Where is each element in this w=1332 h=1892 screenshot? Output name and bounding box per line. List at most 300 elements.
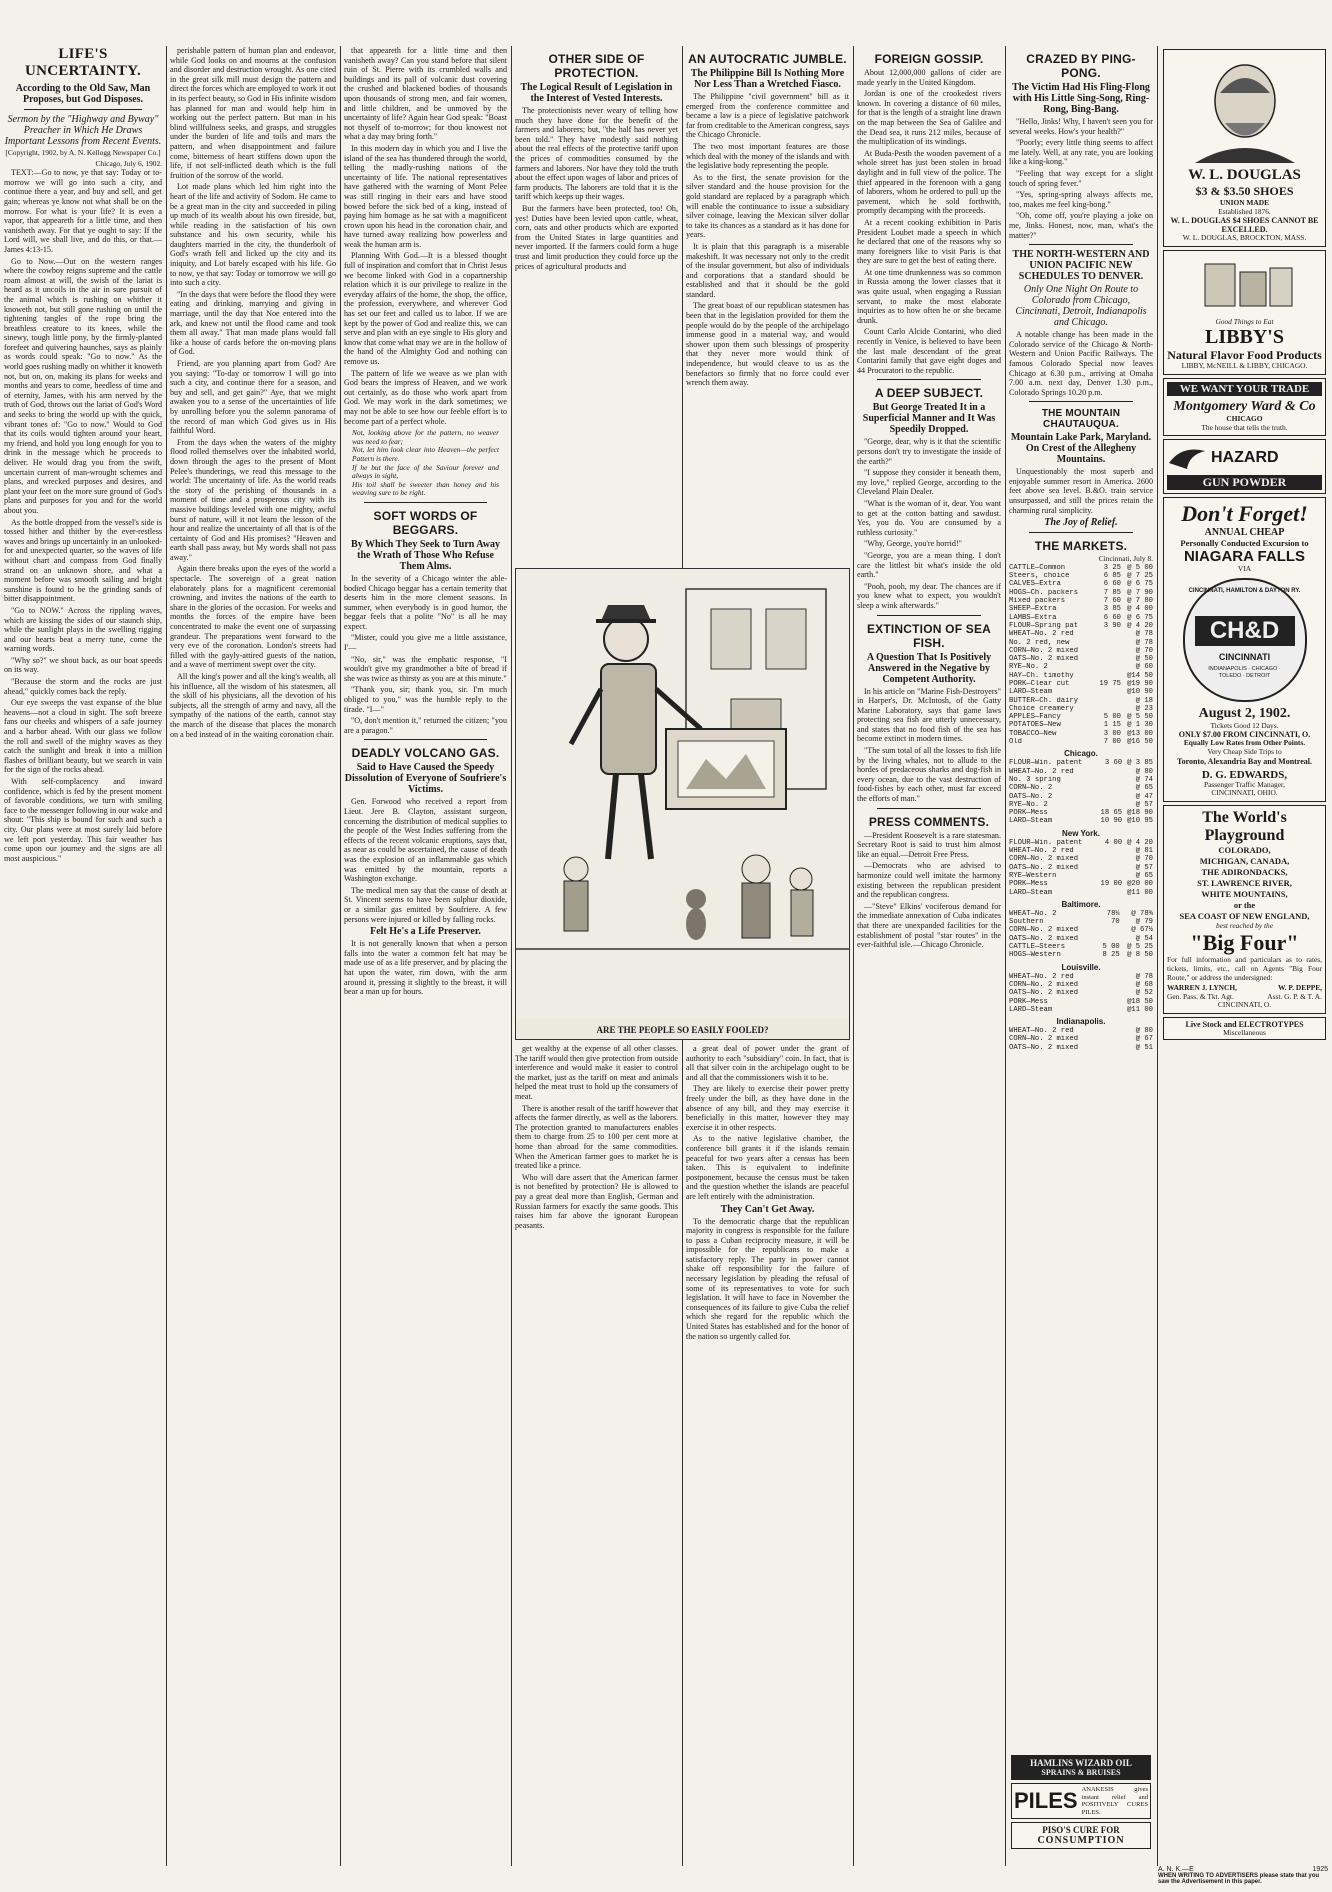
article-title: LIFE'S UNCERTAINTY. bbox=[24, 46, 141, 79]
market-price: @ 4 20 bbox=[1127, 838, 1153, 847]
markets-city: Cincinnati, July 8. bbox=[1098, 554, 1153, 564]
ad-text: Equally Low Rates from Other Points. bbox=[1183, 738, 1306, 748]
market-item: Southern bbox=[1009, 918, 1044, 927]
article-title: THE MOUNTAIN CHAUTAUQUA. bbox=[1041, 408, 1121, 431]
ad-place: WHITE MOUNTAINS, bbox=[1201, 888, 1288, 899]
market-item: No. 2 red, new bbox=[1009, 638, 1070, 647]
market-price bbox=[1096, 793, 1122, 801]
ad-text: Asst. G. P. & T. A. bbox=[1267, 991, 1322, 1001]
market-row bbox=[1009, 768, 1153, 776]
paragraph: "Mister, could you give me a little assistance, I'— bbox=[344, 633, 507, 653]
ad-text: For full information and particulars as to rates, tickets, limits, etc., call on Agents "Big Four Route," or address the undersigned: bbox=[1167, 955, 1322, 982]
market-price: 3 00 bbox=[1103, 729, 1121, 738]
market-item: BUTTER—Ch. dairy bbox=[1009, 696, 1079, 705]
paragraph: They are likely to exercise their power pretty freely under the bill, as they have done in the absence of any bill, and they may exercise it beneficially in this matter, however they may exercise it in other respects. bbox=[686, 1084, 849, 1132]
paragraph: Planning With God.—It is a blessed thought full of inspiration and comfort that in Christ Jesus we become linked with God in a copartnership relation which it is our privilege to realize in the everyday affairs of the home, the shop, the office, the profession, everywhere, and wherever God has set our feet and called us to labor. If we are kept by the power of God and realize this, we can serve and plan with an eye single to His glory and know that come what may we are in the hollow of the hand of the Almighty God and nothing can remove us. bbox=[344, 251, 507, 366]
ad-place: COLORADO, bbox=[1218, 844, 1271, 855]
ad-text: Passenger Traffic Manager, bbox=[1203, 779, 1286, 789]
market-price bbox=[1094, 639, 1121, 647]
big-four-ad bbox=[1163, 805, 1326, 1014]
market-row bbox=[1009, 672, 1153, 680]
markets-table-new-york bbox=[1009, 839, 1153, 897]
column-1 bbox=[4, 46, 162, 1866]
paragraph: "Feeling that way except for a slight touch of spring fever." bbox=[1009, 168, 1153, 188]
ad-title: The World's Playground bbox=[1202, 808, 1287, 844]
paragraph: All the king's power and all the king's wealth, all his influence, all the wisdom of his statesmen, all the skill of his physicians, all the devotion of his subjects, all the strength of army and navy, all the sympathy of the nations of the earth, cannot stay the march of the disease that places the monarch on a bed instead of in the waiting coronation chair. bbox=[170, 672, 336, 739]
ad-city: CHICAGO bbox=[1226, 413, 1263, 423]
ad-subtitle: ANAKESIS gives instant relief and POSITIVELY CURES PILES. bbox=[1081, 1786, 1148, 1816]
ad-places bbox=[1167, 845, 1322, 922]
market-price: @ 23 bbox=[1135, 704, 1153, 713]
article-subtitle: The Victim Had His Fling-Flong with His Little Sing-Song, Ring-Rong, Bing-Bang. bbox=[1012, 82, 1150, 115]
market-item: CORN—No. 2 bbox=[1009, 784, 1053, 793]
paragraph: It is plain that this paragraph is a miserable makeshift. It was necessary not only to the credit of the insular government, but also of individuals and corporations that a standard should be established and that it should be the gold standard. bbox=[686, 241, 849, 299]
article-title: FOREIGN GOSSIP. bbox=[874, 52, 984, 66]
paragraph: perishable pattern of human plan and endeavor, while God looks on and mourns at the confusion and disorder and destruction wrought. As one cited in the great silk mill must design the pattern and direct the forces which are employed to work it out in its perfect beauty, so God in His infinite wisdom has planned for man and would help him in working out the perfect pattern. But man in his blind willfulness seeks, and grasps, and struggles under the burden of life and toils and mars the pattern, and when disappointment and failure come, bitterness of heart stiffens down upon the life, if not self-inflicted death which is the full fruition of the sorrow of the world. bbox=[170, 46, 336, 180]
poem-line: If he but the face of the Saviour forever and always in sight, bbox=[352, 462, 499, 481]
ad-title: PISO'S CURE FOR bbox=[1042, 1825, 1120, 1835]
market-price: 5 00 bbox=[1102, 943, 1120, 952]
market-price bbox=[1096, 872, 1122, 880]
paragraph: "What is the woman of it, dear. You want to get at the cotton batting and sawdust. Yes, you do. You are consumed by a ruthless curiosity." bbox=[857, 498, 1001, 537]
market-price bbox=[1096, 801, 1122, 809]
paragraph: Gen. Forwood who received a report from Lieut. Jere B. Clayton, assistant surgeon, concerning the distribution of medical supplies to the people of the West Indies suffering from the effects of the recent volcanic eruptions, says that, as near as could be ascertained, the cause of death was the explosion of an inflammable gas which was emitted by the mountain, reports a Washington exchange. bbox=[344, 797, 507, 884]
market-price: @ 70 bbox=[1135, 855, 1153, 864]
ad-address: W. L. DOUGLAS, BROCKTON, MASS. bbox=[1182, 233, 1307, 243]
market-row bbox=[1009, 989, 1153, 997]
market-price: @ 79 bbox=[1135, 918, 1153, 927]
market-row bbox=[1009, 793, 1153, 801]
article-subtitle: According to the Old Saw, Man Proposes, but God Disposes. bbox=[15, 83, 151, 105]
article-title: CRAZED BY PING-PONG. bbox=[1026, 52, 1136, 80]
market-price: @ 65 bbox=[1135, 784, 1153, 793]
market-price bbox=[1094, 630, 1121, 638]
market-item: CORN—No. 2 mixed bbox=[1009, 980, 1079, 989]
market-row bbox=[1009, 738, 1153, 746]
poem-line: Not, let him look clear into Heaven—the perfect Pattern is there. bbox=[352, 445, 499, 463]
dateline: Chicago, July 6, 1902. bbox=[95, 158, 162, 168]
article-title: EXTINCTION OF SEA FISH. bbox=[866, 621, 992, 650]
market-price: 6 85 bbox=[1103, 572, 1121, 581]
paragraph: Unquestionably the most superb and enjoyable summer resort in America. 2600 feet above sea level. B.&O. train service unsurpassed, and still the prices retain the charming rural simplicity. bbox=[1009, 467, 1153, 515]
market-item: CORN—No. 2 mixed bbox=[1009, 646, 1079, 655]
paragraph: Count Carlo Alcide Contarini, who died recently in Venice, is believed to have been the last male descendant of the great Contarini family that gave eight doges and 44 Procuratori to the republic. bbox=[857, 327, 1001, 375]
paragraph: A notable change has been made in the Colorado service of the Chicago & North-Western and Union Pacific Railways. The famous Colorado Special now leaves Chicago at 6.30 p.m., arriving at Omaha 7.00 a.m. next day, Denver 1.30 p.m., Colorado Springs 10.20 p.m. bbox=[1009, 330, 1153, 397]
market-row bbox=[1009, 973, 1153, 981]
market-row bbox=[1009, 655, 1153, 663]
markets-table-indianapolis bbox=[1009, 1027, 1153, 1052]
market-item: PORK—Mess bbox=[1009, 997, 1048, 1006]
market-row bbox=[1009, 730, 1153, 738]
markets-city: New York. bbox=[1062, 828, 1100, 838]
market-price bbox=[1096, 855, 1122, 863]
market-item: LAMBS—Extra bbox=[1009, 613, 1057, 622]
market-row bbox=[1009, 705, 1153, 713]
market-row bbox=[1009, 614, 1153, 622]
market-price: @11 00 bbox=[1127, 1005, 1153, 1014]
market-price: @ 3 85 bbox=[1127, 759, 1153, 768]
market-row bbox=[1009, 663, 1153, 671]
ad-agent: D. G. EDWARDS, bbox=[1201, 768, 1288, 781]
market-price: 4 00 bbox=[1104, 838, 1123, 847]
paragraph: As to the first, the senate provision for the silver standard and the house provision for the gold standard are replaced by a paragraph which will enable the continuance to issue a subsidiary silver coinage, leaving the Mexican silver dollar to take its chances as a standard as it has done for years. bbox=[686, 172, 849, 240]
market-item: RYE—No. 2 bbox=[1009, 663, 1048, 672]
market-price: 19 75 bbox=[1099, 680, 1121, 688]
market-item: OATS—No. 2 mixed bbox=[1009, 989, 1079, 998]
market-item: No. 3 spring bbox=[1009, 775, 1061, 784]
market-price: @ 7 90 bbox=[1127, 588, 1153, 597]
niagara-excursion-ad bbox=[1163, 497, 1326, 802]
market-row bbox=[1009, 943, 1153, 951]
market-item: LARD—Steam bbox=[1009, 1005, 1053, 1014]
market-item: CORN—No. 2 mixed bbox=[1009, 926, 1079, 935]
market-row bbox=[1009, 697, 1153, 705]
market-price bbox=[1094, 697, 1121, 705]
paragraph: TEXT:—Go to now, ye that say: Today or to-morrow we will go into such a city, and continue there a year, and buy and sell, and get gain; whereas ye know not what shall be on the morrow. For what is your life? It is even a vapor, that appeareth for a little time, and then vanisheth away. For that ye ought to say: If the Lord will, we shall live, and do this, or that.—James 4:13-15. bbox=[4, 168, 162, 254]
column-rule bbox=[1005, 46, 1006, 1866]
market-row bbox=[1009, 1006, 1153, 1014]
market-price: 70 bbox=[1111, 918, 1120, 927]
markets-title: THE MARKETS. bbox=[1034, 539, 1128, 554]
market-price bbox=[1094, 688, 1121, 696]
ad-title: HAZARD bbox=[1211, 449, 1279, 467]
column-rule bbox=[1157, 46, 1158, 1866]
market-price: @ 5 50 bbox=[1127, 713, 1153, 722]
market-price: @18 90 bbox=[1127, 809, 1153, 818]
ad-text: best reached by the bbox=[1216, 920, 1273, 930]
paragraph: The two most important features are those which deal with the money of the islands and with the legislative body representing the people. bbox=[686, 141, 849, 171]
wizard-oil-ad bbox=[1011, 1755, 1151, 1780]
market-row bbox=[1009, 1044, 1153, 1052]
market-price: 78¼ bbox=[1106, 909, 1120, 918]
market-price: 3 25 bbox=[1103, 563, 1121, 572]
market-price: @ 67 bbox=[1135, 1035, 1153, 1044]
ad-price: $3 & $3.50 SHOES bbox=[1195, 184, 1294, 198]
ad-title: Don't Forget! bbox=[1181, 501, 1308, 527]
market-price: @18 50 bbox=[1127, 997, 1153, 1006]
column-7 bbox=[1009, 46, 1153, 1866]
market-price: @10 90 bbox=[1127, 688, 1153, 697]
paragraph: With self-complacency and inward confidence, which is fed by the present moment of favorable conditions, we turn with smiling face to the messenger following in our wake and shout: "This ship is bound for such and such a city. Our plans were at most surely laid before we left port yesterday. This fair weather has come upon our journey and the signs are all most auspicious." bbox=[4, 777, 162, 863]
paragraph: Who will dare assert that the American farmer is not benefited by protection? He is allowed to pay a great deal more than English, German and Russian farmers for exactly the same goods. This raises him far above the ignorant European peasants. bbox=[515, 1172, 678, 1230]
paragraph: "Why so?" we shout back, as our boat speeds on its way. bbox=[4, 655, 162, 675]
paragraph: At Buda-Pesth the wooden pavement of a whole street has just been stolen in broad daylight and in full view of the police. The thief appeared in the forenoon with a gang of laborers, whom he ordered to pull up the pavement, which he sold forthwith, promptly decamping with the proceeds. bbox=[857, 148, 1001, 216]
paragraph: Again there breaks upon the eyes of the world a spectacle. The sovereign of a great nation elaborately plans for a magnificent ceremonial crowning, and invites the nations of the earth to share in the glories of the occasion. For weeks and months the forces of the empire have been concentrated to make the event one of surpassing grandeur. The preparations went forward to the very eve of the coronation. London's streets had filled with the gayly-attired guests of the nation, and a wave of merriment swept over the city. bbox=[170, 564, 336, 670]
ad-subtitle: UNION MADE bbox=[1219, 198, 1270, 207]
paragraph: As the bottle dropped from the vessel's side is tossed hither and thither by the ever-restless waves and brings up uncertainly in an unlooked-for and unexpected quarter, so the waves of life without chart and compass from God finally strand on an unknown shore, and what a moment before was smooth sailing and bright sunshine is found to be the grinding sands of bitter disappointment. bbox=[4, 517, 162, 604]
chd-logo bbox=[1183, 578, 1307, 702]
market-item: FLOUR—Spring pat bbox=[1009, 621, 1079, 630]
paragraph: "The sum total of all the losses to fish life by the living whales, not to allude to the hordes of predaceous sharks and dog-fish in every ocean, due to the vast destruction of food-fishes by each other, must far exceed the efforts of man." bbox=[857, 746, 1001, 804]
paragraph: "I suppose they consider it beneath them, my love," replied George, according to the Cleveland Plain Dealer. bbox=[857, 468, 1001, 497]
political-cartoon bbox=[515, 568, 850, 1040]
market-price: @16 50 bbox=[1127, 738, 1153, 747]
ad-place: ST. LAWRENCE RIVER, bbox=[1197, 877, 1292, 888]
market-item: FLOUR—Win. patent bbox=[1009, 759, 1083, 768]
market-row bbox=[1009, 864, 1153, 872]
market-price: @ 50 bbox=[1135, 655, 1153, 664]
ad-subtitle: Miscellaneous bbox=[1223, 1027, 1266, 1037]
column-4-lower bbox=[515, 1044, 678, 1866]
ad-text: Very Cheap Side Trips to bbox=[1207, 746, 1282, 756]
paragraph: Our eye sweeps the vast expanse of the blue heavens—not a cloud in sight. The soft breeze fans our cheeks and whispers of a safe journey and a harbor ahead. With our glass we follow the roll and swell of the mighty waves as they catch the sunlight and break it into a million flashes of brilliant beauty, but we search in vain for the sign of the rocks ahead. bbox=[4, 698, 162, 775]
paragraph: "George, dear, why is it that the scientific persons don't try to investigate the inside of the earth?" bbox=[857, 437, 1001, 466]
market-price: @ 78 bbox=[1135, 972, 1153, 981]
markets-table-cincinnati bbox=[1009, 564, 1153, 747]
market-price: 10 90 bbox=[1100, 817, 1123, 826]
market-item: OATS—No. 2 mixed bbox=[1009, 863, 1079, 872]
market-row bbox=[1009, 589, 1153, 597]
hazard-powder-ad bbox=[1163, 439, 1326, 494]
market-row bbox=[1009, 935, 1153, 943]
ad-brand: Montgomery Ward & Co bbox=[1173, 398, 1316, 414]
paragraph: —Democrats who are advised to harmonize could well imitate the harmony existing between the republican president and the republican congress. bbox=[857, 861, 1001, 900]
paragraph: Friend, are you planning apart from God? Are you saying: "To-day or tomorrow I will go into such a city, and continue there for a season, and buy and sell, and get gain?" Aye, that we might awaken you to a sense of the uncertainties of life by unrolling before you the solemn panorama of the record of man which God gives us in His faithful Word. bbox=[170, 359, 336, 436]
market-item: TOBACCO—New bbox=[1009, 729, 1057, 738]
market-price: @ 78 bbox=[1135, 630, 1153, 639]
page-footer bbox=[1158, 1866, 1328, 1885]
market-item: CORN—No. 2 mixed bbox=[1009, 855, 1079, 864]
paragraph: In his article on "Marine Fish-Destroyers" in Harper's, Dr. McIntosh, of the Gatty Marine Laboratory, says that game laws protecting sea fish are utterly unnecessary, and states that no food fish of the sea has become extinct in modern times. bbox=[857, 686, 1001, 744]
market-row bbox=[1009, 1035, 1153, 1043]
market-price: @11 00 bbox=[1127, 888, 1153, 897]
markets-city: Indianapolis. bbox=[1056, 1017, 1106, 1027]
ad-title: LIBBY'S bbox=[1205, 326, 1284, 349]
ad-text: Toronto, Alexandria Bay and Montreal. bbox=[1177, 756, 1312, 766]
market-price: @ 67½ bbox=[1131, 926, 1153, 935]
poem-line: His toil shall be sweeter than honey and his weaving sure to be right. bbox=[352, 479, 499, 498]
market-item: Choice creamery bbox=[1009, 704, 1074, 713]
paragraph: As to the native legislative chamber, the conference bill grants it if the islands remain peaceful for two years after a census has been taken. This is equivalent to indefinite postponement, because the census must be taken and the question whether the islands are peaceful are left entirely with the administration. bbox=[686, 1134, 849, 1201]
market-price bbox=[1096, 768, 1122, 776]
market-price: @ 7 80 bbox=[1127, 597, 1153, 606]
market-price: @ 80 bbox=[1135, 767, 1153, 776]
market-price: 1 15 bbox=[1103, 721, 1121, 730]
market-item: PORK—Mess bbox=[1009, 880, 1048, 889]
market-price: @14 50 bbox=[1127, 671, 1153, 680]
market-item: LARD—Steam bbox=[1009, 688, 1053, 697]
market-row bbox=[1009, 1027, 1153, 1035]
paragraph: Lot made plans which led him right into the heart of the life and activity of Sodom. He came to be a great man in the city and succeeded in piling up much of its wealth about his own fireside, but, while reading in the satisfaction of his own substance and his own security, while his daughters married in the city, the thunderbolt of God's wrath fell and licked up the city and its iniquity, and Lot barely escaped with his life. Go to now, ye that say: Today or tomorrow we will go into such a city. bbox=[170, 182, 336, 288]
market-row bbox=[1009, 809, 1153, 817]
column-6 bbox=[857, 46, 1001, 1866]
article-subtitle: The Philippine Bill Is Nothing More Nor Less Than a Wretched Fiasco. bbox=[690, 68, 845, 90]
market-item: Steers, choice bbox=[1009, 572, 1070, 581]
market-price: @ 6 75 bbox=[1127, 613, 1153, 622]
market-item: HOGS—Ch. packers bbox=[1009, 588, 1079, 597]
article-subtitle: Mountain Lake Park, Maryland. On Crest of the Allegheny Mountains. bbox=[1010, 432, 1152, 466]
paragraph: "In the days that were before the flood they were eating and drinking, marrying and giving in marriage, until the day that Noe entered into the ark, and knew not until the flood came and took them all away." That man made plans would fall like a house of cards before the on-moving plans of God. bbox=[170, 289, 336, 357]
column-2 bbox=[170, 46, 336, 1866]
paragraph: "Go to NOW." Across the rippling waves, which are kissing the sides of our staunch ship, while the sunlight plays in the swelling rigging and our hearts beat a merry tune, come the warning words. bbox=[4, 605, 162, 654]
paragraph: The pattern of life we weave as we plan with God bears the impress of Heaven, and we work out certainly, as do those who work apart from God. We may work in the dark sometimes; we may not be able to see how our feeble effort is to become part of a perfect whole. bbox=[344, 368, 507, 426]
market-price: @13 00 bbox=[1127, 729, 1153, 738]
ad-place: or the bbox=[1233, 899, 1256, 910]
article-subtitle: By Which They Seek to Turn Away the Wrath of Those Who Refuse Them Alms. bbox=[351, 538, 500, 572]
ad-title: HAMLINS WIZARD OIL bbox=[1030, 1758, 1132, 1768]
market-price: @20 00 bbox=[1127, 880, 1153, 889]
ad-place: MICHIGAN, CANADA, bbox=[1199, 855, 1290, 866]
pisos-cure-ad bbox=[1011, 1822, 1151, 1849]
paragraph: "No, sir," was the emphatic response, "I wouldn't give my grandmother a bite of bread if she was twice as thirsty as you are at this minute." bbox=[344, 654, 507, 683]
market-price: @10 95 bbox=[1127, 817, 1153, 826]
market-item: CATTLE—Steers bbox=[1009, 943, 1066, 952]
markets-table-louisville bbox=[1009, 973, 1153, 1014]
ad-subtitle: W. L. DOUGLAS $4 SHOES CANNOT BE EXCELLED. bbox=[1170, 216, 1319, 235]
market-price: @ 78 bbox=[1135, 638, 1153, 647]
column-4 bbox=[515, 46, 678, 566]
electrotypes-ad bbox=[1163, 1017, 1326, 1041]
market-price: @ 8 50 bbox=[1127, 951, 1153, 960]
ad-title: PILES bbox=[1014, 1788, 1078, 1813]
logo-text: CH&D bbox=[1195, 616, 1295, 646]
can-illustration bbox=[1185, 254, 1305, 314]
paragraph: From the days when the waters of the mighty flood rolled themselves over the inhabited world, down through the ages to the present of Mont Pelee's thunderings, we read this message to the world: The uncertainty of life. As the world reads the story of the perishing of thousands in a moment of time and a prosperous city with its massive buildings leveled with one mighty, awful burst of nature, will it not learn the lesson of the hour and realize the uncertainty of all that is of the certainty of God and His promises? "Heaven and earth shall pass away, but My words shall not pass away." bbox=[170, 437, 336, 562]
ad-text: CINCINNATI, OHIO. bbox=[1211, 788, 1278, 798]
market-row bbox=[1009, 580, 1153, 588]
article-title: A DEEP SUBJECT. bbox=[874, 386, 984, 401]
market-row bbox=[1009, 918, 1153, 926]
market-price: @ 5 00 bbox=[1127, 563, 1153, 572]
market-row bbox=[1009, 759, 1153, 767]
market-price: @ 70 bbox=[1135, 646, 1153, 655]
paragraph: The protectionists never weary of telling how much they have done for the benefit of the farmers and laborers; but, "the half has never yet been told." They have modestly said nothing about the real effects of the protective tariff upon the prices of commodities consumed by the farmers and laborers. Nor have they told the truth about the effect upon wages of labor and prices of farm products. The laborers are told that it is the tariff which keeps up their wages. bbox=[515, 106, 678, 202]
market-price: @ 57 bbox=[1135, 863, 1153, 872]
market-item: PORK—Mess bbox=[1009, 809, 1048, 818]
market-price: @ 51 bbox=[1135, 1043, 1153, 1052]
column-8-ads bbox=[1161, 46, 1328, 1866]
poem bbox=[352, 429, 499, 498]
market-row bbox=[1009, 639, 1153, 647]
sermon-head: Sermon by the "Highway and Byway" Preacher in Which He Draws Important Lessons from Recent Events. bbox=[4, 114, 162, 147]
article-subtitle: A Question That Is Positively Answered in the Negative by Competent Authority. bbox=[866, 651, 992, 685]
market-item: FLOUR—Win. patent bbox=[1009, 838, 1083, 847]
market-price: @ 81 bbox=[1135, 847, 1153, 856]
paragraph: —"Steve" Elkins' vociferous demand for the immediate annexation of Cuba indicates that there are unexpanded facilities for the establishment of postal "star routes" in the ever-faithful isle.—Chicago Chronicle. bbox=[857, 901, 1001, 950]
market-item: CALVES—Extra bbox=[1009, 580, 1061, 589]
piles-ad bbox=[1011, 1783, 1151, 1819]
montgomery-ward-ad bbox=[1163, 378, 1326, 436]
ad-address: LIBBY, McNEILL & LIBBY, CHICAGO. bbox=[1181, 361, 1308, 371]
ad-place: SEA COAST OF NEW ENGLAND, bbox=[1179, 910, 1310, 921]
cartoon-illustration bbox=[516, 569, 849, 1019]
column-rule bbox=[166, 46, 167, 1866]
market-item: WHEAT—No. 2 red bbox=[1009, 1027, 1074, 1036]
paragraph: The great boast of our republican statesmen has been that in the legislation provided for them the people would do by the people of the archipelago immense good in a material way, and would shower upon them such blessings of prosperity that they never more would think of independence, but would cleave to us as the benefactors so firmly that no force could ever wrench them away. bbox=[686, 301, 849, 388]
market-price: 7 60 bbox=[1103, 597, 1121, 606]
market-item: WHEAT—No. 2 red bbox=[1009, 972, 1074, 981]
column-rule bbox=[511, 46, 512, 1866]
article-subtitle: Only One Night On Route to Colorado from Chicago, Cincinnati, Detroit, Indianapolis and Chicago. bbox=[1015, 284, 1147, 329]
market-row bbox=[1009, 597, 1153, 605]
paragraph: "Yes, spring-spring always affects me, too, makes me feel king-bong." bbox=[1009, 190, 1153, 209]
column-rule bbox=[340, 46, 341, 1866]
market-item: CORN—No. 2 mixed bbox=[1009, 1035, 1079, 1044]
market-row bbox=[1009, 839, 1153, 847]
market-price: 3 60 bbox=[1104, 759, 1123, 768]
market-row bbox=[1009, 688, 1153, 696]
markets-table-baltimore bbox=[1009, 910, 1153, 960]
market-price: 19 00 bbox=[1100, 880, 1123, 889]
market-item: LARD—Steam bbox=[1009, 817, 1053, 826]
paragraph: "Poorly; every little thing seems to affect me lately. Well, at any rate, you are looking like a king-kong." bbox=[1009, 138, 1153, 167]
paragraph: "Pooh, pooh, my dear. The chances are if you knew what to expect, you wouldn't sleep a wink afterwards." bbox=[857, 581, 1001, 610]
market-row bbox=[1009, 572, 1153, 580]
markets-city: Baltimore. bbox=[1061, 899, 1101, 909]
market-item: RYE—No. 2 bbox=[1009, 800, 1048, 809]
market-row bbox=[1009, 622, 1153, 630]
douglas-shoes-ad bbox=[1163, 49, 1326, 247]
article-subtitle: The Joy of Relief. bbox=[1044, 517, 1118, 529]
paragraph: "Hello, Jinks! Why, I haven't seen you for several weeks. How's your health?" bbox=[1009, 117, 1153, 136]
market-price: @ 74 bbox=[1135, 775, 1153, 784]
market-row bbox=[1009, 910, 1153, 918]
market-price bbox=[1094, 705, 1121, 713]
market-item: OATS—No. 2 mixed bbox=[1009, 934, 1079, 943]
market-price: @ 18 bbox=[1135, 696, 1153, 705]
market-price: @ 68 bbox=[1135, 980, 1153, 989]
column-3 bbox=[344, 46, 507, 1866]
market-price bbox=[1094, 672, 1121, 680]
paragraph: At a recent cooking exhibition in Paris President Loubet made a speech in which he declared that one of the reasons why so many foreigners like to visit Paris is that they are sure to get the best of eating there. bbox=[857, 217, 1001, 266]
paragraph: a great deal of power under the grant of authority to each "subsidiary" coin. In fact, that is all that silver coin in the archipelago ought to be and all that the commissioners wish it to be. bbox=[686, 1044, 849, 1082]
footer-code: A. N. K.—E bbox=[1158, 1866, 1194, 1873]
market-item: PORK—Clear cut bbox=[1009, 680, 1070, 688]
ad-destination: NIAGARA FALLS bbox=[1183, 548, 1306, 566]
paragraph: Jordan is one of the crookedest rivers known. In covering a distance of 60 miles, for that is the length of a straight line drawn on the map between the Sea of Galilee and the Dead sea, it runs 212 miles, because of the multiplication of its windings. bbox=[857, 89, 1001, 147]
market-price: @ 6 75 bbox=[1127, 580, 1153, 589]
market-row bbox=[1009, 872, 1153, 880]
ad-agent: WARREN J. LYNCH, bbox=[1167, 983, 1237, 993]
market-item: WHEAT—No. 2 red bbox=[1009, 630, 1074, 639]
market-row bbox=[1009, 564, 1153, 572]
market-price: 8 25 bbox=[1102, 951, 1120, 960]
footer-note: WHEN WRITING TO ADVERTISERS please state that you saw the Advertisement in this paper. bbox=[1158, 1873, 1320, 1885]
paragraph: In this modern day in which you and I live the island of the sea has thundered through the world, telling the madly-rushing nations of the uncertainty of life. The national representatives have gathered with the warning of Mont Pelee was still ringing in their ears and have stood bowed before the sick bed of a king, instead of paying him homage as he sat with a magnificent crown upon his head in the coronation chair, and have turned away realizing how powerless and weak the human arm is. bbox=[344, 143, 507, 249]
copyright-line: [Copyright, 1902, by A. N. Kellogg Newspaper Co.] bbox=[5, 148, 161, 157]
market-price: @ 78¾ bbox=[1131, 909, 1153, 918]
market-item: Old bbox=[1009, 738, 1022, 747]
market-price: @19 90 bbox=[1127, 680, 1153, 688]
ad-title: WE WANT YOUR TRADE bbox=[1167, 382, 1322, 396]
column-7-ads bbox=[1009, 1752, 1153, 1852]
article-subtitle: But George Treated It in a Superficial Manner and It Was Speedily Dropped. bbox=[862, 402, 996, 436]
ad-text: CINCINNATI, O. bbox=[1217, 1000, 1272, 1010]
market-price bbox=[1096, 864, 1122, 872]
market-row bbox=[1009, 605, 1153, 613]
market-row bbox=[1009, 801, 1153, 809]
cartoon-caption: ARE THE PEOPLE SO EASILY FOOLED? bbox=[596, 1025, 769, 1035]
paragraph: that appeareth for a little time and then vanisheth away? Can you stand before that silent ruin of St. Pierre with its crumbled walls and buildings and its pall of volcanic dust covering the crushed and blackened bodies of thousands upon thousands of strong men, and fair women, and little children, and be unmoved by the uncertainty of life? Again hear God speak: "Boast not thyself of to-morrow; for thou knowest not what a day may bring forth." bbox=[344, 46, 507, 142]
ad-title: W. L. DOUGLAS bbox=[1188, 167, 1301, 183]
ad-price: ONLY $7.00 FROM CINCINNATI, O. bbox=[1178, 730, 1311, 740]
market-price: 5 00 bbox=[1103, 713, 1121, 722]
market-price: 7 00 bbox=[1103, 738, 1121, 747]
paragraph: "Because the storm and the rocks are just ahead," quickly comes back the reply. bbox=[4, 677, 162, 696]
paragraph: But the farmers have been protected, too! Oh, yes! Duties have been levied upon cattle, wheat, corn, oats and other products which are exported from the United States in large quantities and never imported. If the farmers could form a huge trust and limit production they could force up the prices of agricultural products and bbox=[515, 203, 678, 271]
market-price bbox=[1096, 776, 1122, 784]
article-title: THE NORTH-WESTERN AND UNION PACIFIC NEW SCHEDULES TO DENVER. bbox=[1012, 249, 1150, 283]
market-price bbox=[1098, 935, 1120, 943]
market-price: 7 85 bbox=[1103, 588, 1121, 597]
market-row bbox=[1009, 817, 1153, 825]
paragraph: There is another result of the tariff however that affects the farmer directly, as well as the laborers. The protection granted to manufacturers enables them to charge from 25 to 100 per cent more at home than abroad for the same commodities. When the American farmer goes to market he is treated like a prince. bbox=[515, 1103, 678, 1171]
market-price: @ 47 bbox=[1135, 792, 1153, 801]
market-item: OATS—No. 2 mixed bbox=[1009, 655, 1079, 664]
ad-subtitle: SPRAINS & BRUISES bbox=[1041, 1768, 1121, 1777]
paragraph: "George, you are a mean thing. I don't care the littlest bit what's inside the old earth." bbox=[857, 550, 1001, 580]
market-price: @ 60 bbox=[1135, 663, 1153, 672]
